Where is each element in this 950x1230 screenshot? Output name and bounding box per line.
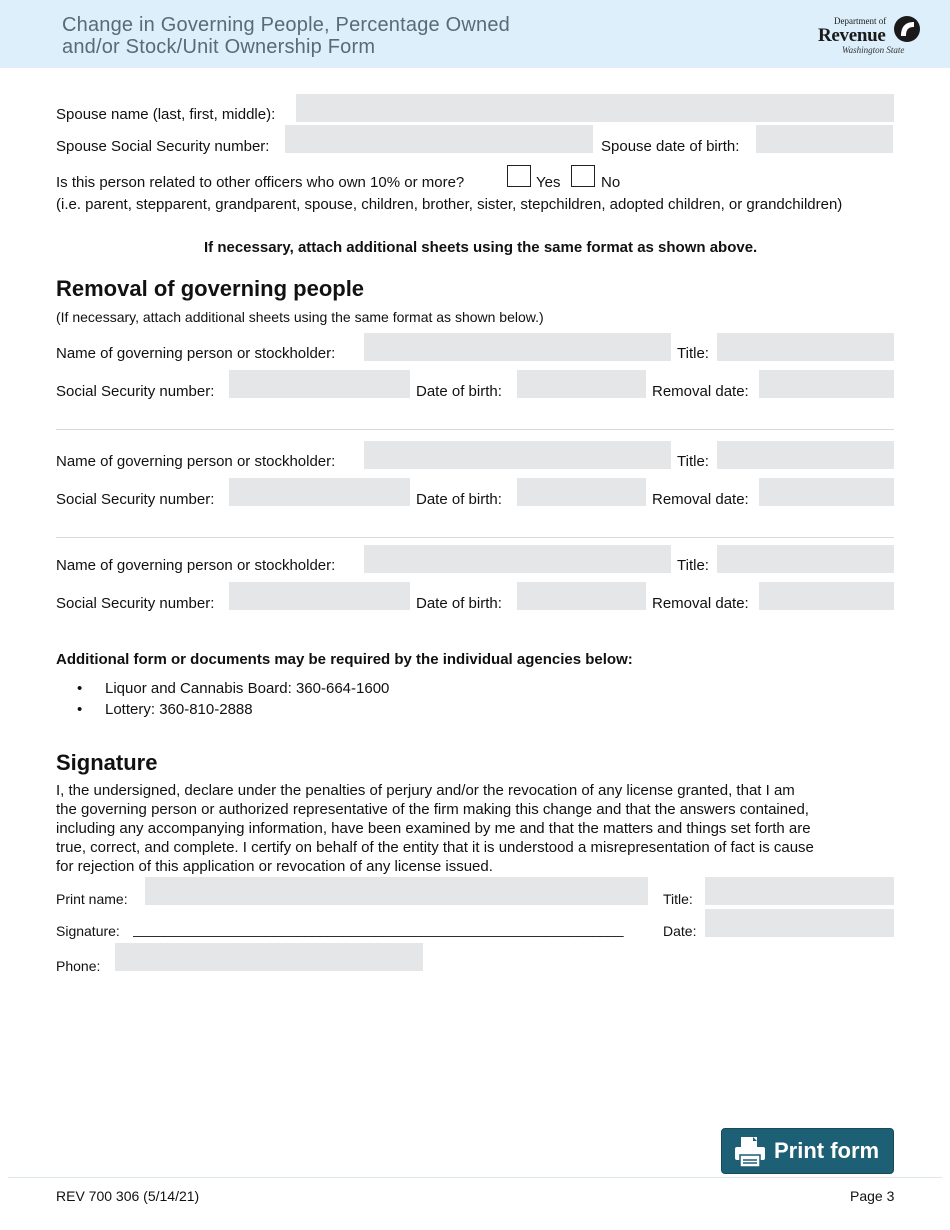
removal-ssn-field[interactable] xyxy=(229,582,410,610)
logo-revenue-text: Revenue xyxy=(818,25,886,46)
signature-line: _______________________________________________________________ xyxy=(133,921,624,937)
spouse-name-label: Spouse name (last, first, middle): xyxy=(56,106,276,123)
signature-date-field[interactable] xyxy=(705,909,894,937)
related-question: Is this person related to other officers who own 10% or more? xyxy=(56,174,465,191)
print-form-label: Print form xyxy=(774,1138,880,1163)
removal-title-label: Title: xyxy=(677,453,709,470)
form-title-line2: and/or Stock/Unit Ownership Form xyxy=(62,36,376,58)
signature-heading: Signature xyxy=(56,750,158,775)
removal-date-field[interactable] xyxy=(759,582,894,610)
removal-title-field[interactable] xyxy=(717,333,894,361)
removal-title-label: Title: xyxy=(677,557,709,574)
removal-dob-field[interactable] xyxy=(517,478,646,506)
removal-name-label: Name of governing person or stockholder: xyxy=(56,557,336,574)
signature-date-label: Date: xyxy=(663,923,697,939)
spouse-dob-label: Spouse date of birth: xyxy=(601,138,740,155)
declaration-line: the governing person or authorized representative of the firm making this change and that the answers contained, xyxy=(56,801,809,818)
removal-title-field[interactable] xyxy=(717,545,894,573)
phone-field[interactable] xyxy=(115,943,423,971)
removal-title-field[interactable] xyxy=(717,441,894,469)
declaration-line: including any accompanying information, have been examined by me and that the matters and things set forth are xyxy=(56,820,811,837)
form-title xyxy=(62,14,510,58)
removal-name-field[interactable] xyxy=(364,441,671,469)
removal-date-label: Removal date: xyxy=(652,595,749,612)
bullet-dot: • xyxy=(77,680,83,697)
spouse-name-field[interactable] xyxy=(296,94,894,122)
removal-ssn-label: Social Security number: xyxy=(56,595,215,612)
removal-date-field[interactable] xyxy=(759,370,894,398)
removal-ssn-field[interactable] xyxy=(229,478,410,506)
bullet-dot: • xyxy=(77,701,83,718)
logo-emblem-icon xyxy=(892,14,922,44)
related-yes-label: Yes xyxy=(536,174,561,191)
removal-ssn-label: Social Security number: xyxy=(56,491,215,508)
signature-label: Signature: xyxy=(56,923,120,939)
removal-title-label: Title: xyxy=(677,345,709,362)
removal-name-field[interactable] xyxy=(364,333,671,361)
removal-date-label: Removal date: xyxy=(652,383,749,400)
form-id: REV 700 306 (5/14/21) xyxy=(56,1188,200,1204)
logo-dept-text: Department of xyxy=(834,16,887,26)
related-no-checkbox[interactable] xyxy=(571,165,595,187)
print-name-field[interactable] xyxy=(145,877,648,905)
removal-dob-label: Date of birth: xyxy=(416,595,502,612)
related-yes-checkbox[interactable] xyxy=(507,165,531,187)
attach-note: If necessary, attach additional sheets using the same format as shown above. xyxy=(204,239,758,256)
removal-date-field[interactable] xyxy=(759,478,894,506)
signature-title-label: Title: xyxy=(663,891,693,907)
page-number: Page 3 xyxy=(850,1188,895,1204)
page-header xyxy=(0,0,950,68)
printer-icon xyxy=(732,1134,768,1170)
phone-label: Phone: xyxy=(56,958,101,974)
form-title-line1: Change in Governing People, Percentage Owned xyxy=(62,14,510,36)
spouse-dob-field[interactable] xyxy=(756,125,893,153)
removal-date-label: Removal date: xyxy=(652,491,749,508)
declaration-text xyxy=(56,781,896,876)
related-note: (i.e. parent, stepparent, grandparent, spouse, children, brother, sister, stepchildren, adopted children, or grandchildren) xyxy=(56,196,843,213)
entry-divider xyxy=(56,537,894,538)
entry-divider xyxy=(56,429,894,430)
related-no-label: No xyxy=(601,174,621,191)
spouse-ssn-field[interactable] xyxy=(285,125,593,153)
removal-dob-label: Date of birth: xyxy=(416,491,502,508)
agency-item: Lottery: 360-810-2888 xyxy=(105,701,253,718)
additional-heading: Additional form or documents may be required by the individual agencies below: xyxy=(56,651,633,668)
declaration-line: true, correct, and complete. I certify on behalf of the entity that it is understood a misrepresentation of fact is cause xyxy=(56,839,814,856)
removal-heading: Removal of governing people xyxy=(56,276,365,301)
dor-logo xyxy=(818,12,928,58)
print-form-button[interactable] xyxy=(721,1128,894,1174)
agency-item: Liquor and Cannabis Board: 360-664-1600 xyxy=(105,680,390,697)
removal-dob-field[interactable] xyxy=(517,370,646,398)
declaration-line: I, the undersigned, declare under the penalties of perjury and/or the revocation of any license granted, that I am xyxy=(56,782,795,799)
logo-state-text: Washington State xyxy=(842,45,905,55)
removal-ssn-field[interactable] xyxy=(229,370,410,398)
removal-dob-label: Date of birth: xyxy=(416,383,502,400)
removal-name-field[interactable] xyxy=(364,545,671,573)
removal-dob-field[interactable] xyxy=(517,582,646,610)
print-name-label: Print name: xyxy=(56,891,128,907)
signature-title-field[interactable] xyxy=(705,877,894,905)
removal-name-label: Name of governing person or stockholder: xyxy=(56,345,336,362)
removal-name-label: Name of governing person or stockholder: xyxy=(56,453,336,470)
spouse-ssn-label: Spouse Social Security number: xyxy=(56,138,270,155)
footer-divider xyxy=(8,1177,942,1178)
removal-note: (If necessary, attach additional sheets using the same format as shown below.) xyxy=(56,309,544,325)
removal-ssn-label: Social Security number: xyxy=(56,383,215,400)
declaration-line: for rejection of this application or revocation of any license issued. xyxy=(56,858,493,875)
